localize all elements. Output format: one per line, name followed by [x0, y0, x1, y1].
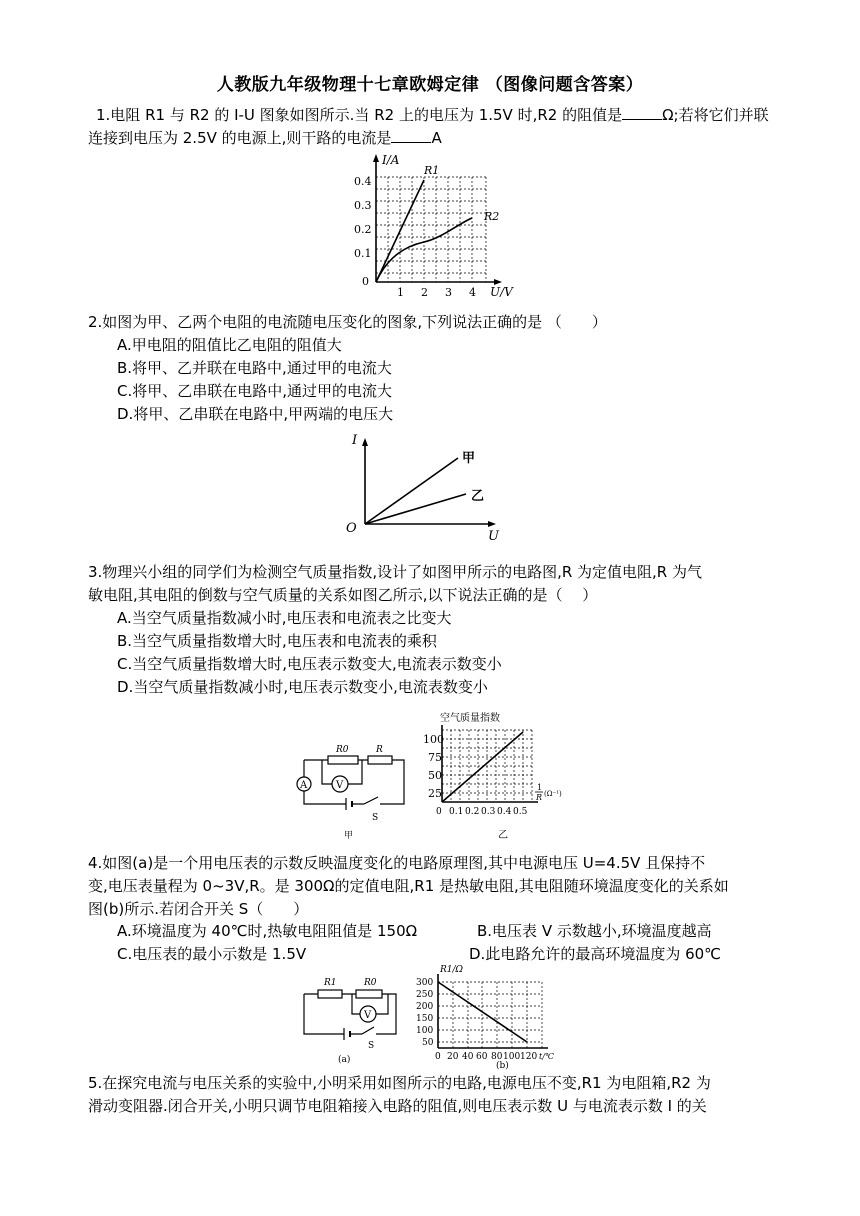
- q4-voltmeter-label: V: [364, 1010, 372, 1021]
- q3-xunit-numerator: 1: [537, 783, 543, 792]
- q2-option-a: A.甲电阻的阻值比乙电阻的阻值大: [117, 336, 342, 354]
- q4-ytick-50: 50: [422, 1038, 434, 1048]
- q3-circuit-diagram: [292, 740, 412, 840]
- q1-blank-2: [391, 128, 431, 143]
- q3-ytick-100: 100: [423, 733, 444, 746]
- q4-switch-label: S: [368, 1041, 375, 1051]
- question-1: [88, 104, 778, 150]
- q4-chart-xlabel: t/℃: [539, 1052, 554, 1061]
- q4-switch: [362, 1027, 374, 1034]
- q4-r0-resistor: [356, 990, 382, 998]
- q4-r1-resistor: [318, 990, 342, 998]
- question-4-stem-2: 变,电压表量程为 0~3V,R。是 300Ω的定值电阻,R1 是热敏电阻,其电阻随环境温度变化的关系如: [88, 877, 729, 895]
- q4-xtick-0: 0: [435, 1052, 441, 1062]
- q4-option-c: C.电压表的最小示数是 1.5V: [117, 945, 307, 963]
- question-5-stem-1: 5.在探究电流与电压关系的实验中,小明采用如图所示的电路,电源电压不变,R1 为电阻箱,R2 为: [88, 1074, 711, 1092]
- q3-xunit-denominator: R: [536, 793, 543, 802]
- q3-xtick-0: 0: [436, 807, 442, 817]
- q3-circuit-caption: 甲: [344, 831, 354, 841]
- q1-text-b: Ω;若将它们并联连接到电压为 2.5V 的电源上,则干路的电流是: [88, 106, 769, 147]
- q3-r-label: R: [376, 745, 383, 755]
- question-3-stem-2: 敏电阻,其电阻的倒数与空气质量的关系如图乙所示,以下说法正确的是（ ）: [88, 586, 598, 604]
- q3-chart-caption: 乙: [498, 830, 508, 841]
- q2-x-arrow: [488, 521, 496, 527]
- q1-text-a: 1.电阻 R1 与 R2 的 I-U 图象如图所示.当 R2 上的电压为 1.5V 时,R2 的阻值是: [96, 106, 623, 124]
- q4-chart-ylabel: R1/Ω: [440, 965, 463, 975]
- q4-xtick-100: 100: [503, 1052, 521, 1062]
- q2-yi-label: 乙: [471, 489, 485, 504]
- q4-ytick-300: 300: [416, 978, 434, 988]
- q4-ytick-250: 250: [416, 990, 434, 1000]
- q2-jia-line: [365, 458, 458, 524]
- q3-option-d: D.当空气质量指数减小时,电压表示数变小,电流表数变小: [117, 678, 488, 696]
- q2-option-c: C.将甲、乙串联在电路中,通过甲的电流大: [117, 382, 393, 400]
- q3-r0-label: R0: [336, 745, 349, 755]
- q3-chart-ylabel: 空气质量指数: [440, 713, 500, 724]
- question-3-stem-1: 3.物理兴小组的同学们为检测空气质量指数,设计了如图甲所示的电路图,R 为定值电阻,R 为气: [88, 563, 703, 581]
- question-4-stem-3: 图(b)所示.若闭合开关 S（ ）: [88, 900, 309, 918]
- q1-iu-chart: [340, 152, 530, 302]
- q4-ytick-150: 150: [416, 1014, 434, 1024]
- q2-jia-label: 甲: [462, 451, 476, 466]
- question-4-stem-1: 4.如图(a)是一个用电压表的示数反映温度变化的电路原理图,其中电源电压 U=4.5V 且保持不: [88, 854, 706, 872]
- q3-xtick-0.2: 0.2: [465, 807, 480, 817]
- q3-ytick-50: 50: [428, 769, 442, 782]
- q3-xtick-0.1: 0.1: [449, 807, 464, 817]
- q4-ytick-100: 100: [416, 1026, 434, 1036]
- q4-xtick-20: 20: [447, 1052, 459, 1062]
- q4-circuit-diagram: [296, 972, 406, 1066]
- q4-r0-label: R0: [364, 978, 377, 988]
- q2-iu-chart: [340, 428, 510, 548]
- question-5-stem-2: 滑动变阻器.闭合开关,小明只调节电阻箱接入电路的阻值,则电压表示数 U 与电流表示数 I 的关: [88, 1097, 707, 1115]
- q1-ytick-0.3: 0.3: [354, 199, 372, 212]
- q4-r1-label: R1: [324, 978, 337, 988]
- question-2-stem: 2.如图为甲、乙两个电阻的电流随电压变化的图象,下列说法正确的是 （ ）: [88, 313, 607, 331]
- q3-option-c: C.当空气质量指数增大时,电压表示数变大,电流表示数变小: [117, 655, 502, 673]
- q3-switch-label: S: [372, 813, 379, 823]
- q4-circuit-caption: (a): [338, 1055, 351, 1065]
- q1-ytick-0: 0: [362, 275, 369, 288]
- q3-ytick-25: 25: [428, 787, 442, 800]
- q1-xtick-4: 4: [469, 286, 476, 299]
- q3-ammeter-label: A: [300, 780, 308, 791]
- q3-xtick-0.3: 0.3: [481, 807, 496, 817]
- q3-xtick-0.4: 0.4: [497, 807, 512, 817]
- q4-option-d: D.此电路允许的最高环境温度为 60℃: [469, 945, 722, 963]
- q1-r2-label: R2: [484, 210, 500, 223]
- q1-text-c: A: [431, 129, 442, 147]
- q2-yi-line: [365, 494, 466, 524]
- q3-circuit-wire: [304, 760, 404, 804]
- q3-option-a: A.当空气质量指数减小时,电压表和电流表之比变大: [117, 609, 452, 627]
- q1-blank-1: [622, 105, 662, 120]
- page-title: 人教版九年级物理十七章欧姆定律 （图像问题含答案）: [216, 75, 644, 95]
- q4-data-line: [438, 982, 527, 1042]
- q1-ytick-0.1: 0.1: [354, 247, 372, 260]
- q3-r0-resistor: [328, 756, 358, 764]
- q1-y-label: I/A: [382, 153, 400, 167]
- q3-voltmeter-label: V: [336, 780, 344, 791]
- q1-x-label: U/V: [490, 285, 513, 299]
- q3-switch: [364, 797, 378, 804]
- q4-option-a: A.环境温度为 40℃时,热敏电阻阻值是 150Ω: [117, 922, 418, 940]
- q3-option-b: B.当空气质量指数增大时,电压表和电流表的乘积: [117, 632, 437, 650]
- q3-r-resistor: [368, 756, 392, 764]
- q3-xtick-0.5: 0.5: [513, 807, 528, 817]
- q1-r1-label: R1: [424, 164, 440, 177]
- q4-xtick-80: 80: [491, 1052, 503, 1062]
- q2-option-b: B.将甲、乙并联在电路中,通过甲的电流大: [117, 359, 392, 377]
- q1-y-arrow: [373, 154, 379, 162]
- q3-data-line: [442, 732, 523, 802]
- q2-y-label: I: [352, 433, 358, 448]
- q1-grid: [376, 177, 486, 282]
- q2-x-label: U: [488, 529, 499, 544]
- q4-resistance-temperature-chart: [408, 962, 568, 1071]
- q3-ytick-75: 75: [428, 751, 442, 764]
- q4-xtick-60: 60: [476, 1052, 488, 1062]
- q1-xtick-2: 2: [421, 286, 428, 299]
- q4-chart-caption: (b): [496, 1061, 509, 1071]
- q1-ytick-0.4: 0.4: [354, 175, 372, 188]
- q2-option-d: D.将甲、乙串联在电路中,甲两端的电压大: [117, 405, 394, 423]
- q1-xtick-3: 3: [445, 286, 452, 299]
- q4-ytick-200: 200: [416, 1002, 434, 1012]
- q1-xtick-1: 1: [397, 286, 404, 299]
- q2-origin-label: O: [346, 521, 357, 536]
- q3-air-quality-chart: [420, 708, 570, 842]
- q3-xunit: (Ω⁻¹): [544, 790, 562, 798]
- q4-xtick-120: 120: [520, 1052, 538, 1062]
- q4-xtick-40: 40: [462, 1052, 474, 1062]
- q2-y-arrow: [362, 438, 368, 446]
- q1-ytick-0.2: 0.2: [354, 223, 372, 236]
- q4-option-b: B.电压表 V 示数越小,环境温度越高: [477, 922, 712, 940]
